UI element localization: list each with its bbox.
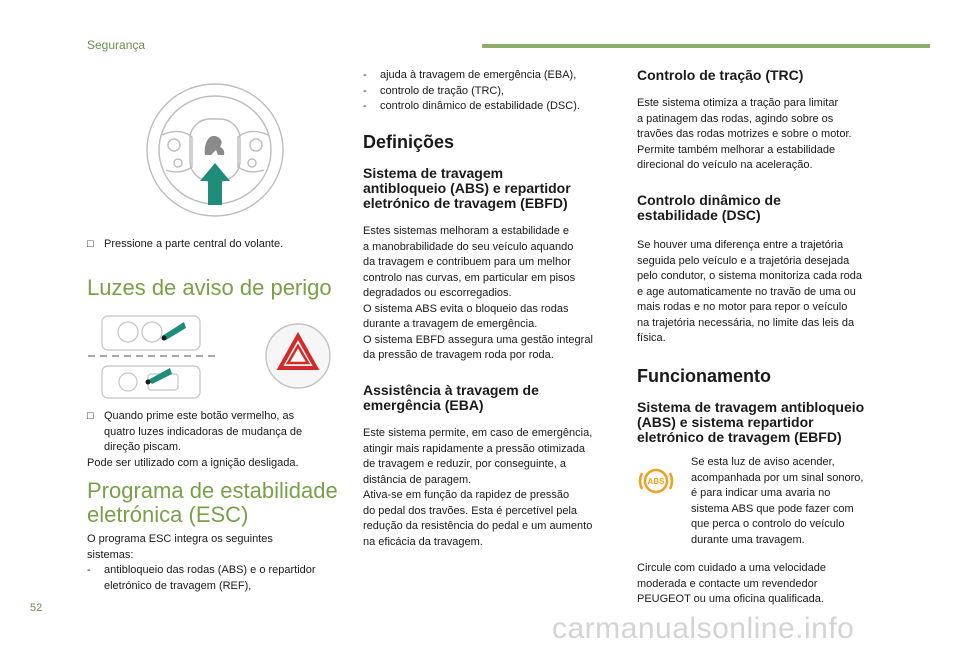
esc-list-item: antibloqueio das rodas (ABS) e o repartidor — [104, 564, 316, 576]
esc-list-item: controlo de tração (TRC), — [380, 84, 505, 97]
trc-heading: Controlo de tração (TRC) — [637, 67, 804, 83]
trc-paragraph: Este sistema otimiza a tração para limitar a patinagem das rodas, agindo sobre os travões das rodas motrizes e sobre o motor. Permite também melhorar a estabilidade direcional do veículo na aceleração. — [637, 97, 852, 171]
esc-heading — [87, 479, 338, 527]
esc-intro: O programa ESC integra os seguintes sistemas: - antibloqueio das rodas (ABS) e o repartidor eletrónico de travagem (REF), — [87, 532, 357, 594]
arrow-up-icon — [200, 163, 230, 205]
dsc-heading: Controlo dinâmico de estabilidade (DSC) — [637, 192, 781, 223]
dsc-paragraph: Se houver uma diferença entre a trajetória seguida pelo veículo e a trajetória desejada pelo condutor, o sistema monitoriza cada roda e age automaticamente no travão de uma ou mais rodas e no motor para repor o veículo na trajetória necessária, no limite das leis da física. — [637, 239, 863, 344]
steering-caption-text: Pressione a parte central do volante. — [104, 238, 284, 250]
steering-wheel-illustration — [140, 75, 290, 220]
header-rule — [482, 44, 930, 48]
esc-list-item: eletrónico de travagem (REF), — [104, 579, 252, 592]
pointer-arrow-icon — [146, 322, 187, 385]
watermark-text: carmanualsonline.info — [552, 612, 855, 645]
eba-paragraph: Este sistema permite, em caso de emergência, atingir mais rapidamente a pressão otimizada de travagem e reduzir, por conseguinte, a distância de paragem. Ativa-se em função da rapidez de pressão do pedal dos travões. Esta é percetível pela redução da resistência do pedal e um aumento na eficácia da travagem. — [363, 427, 593, 548]
hazard-note: Pode ser utilizado com a ignição desligada. — [87, 456, 299, 469]
esc-heading-line: eletrónica (ESC) — [87, 502, 249, 527]
abs-icon-label: ABS — [647, 477, 665, 486]
esc-intro-line: sistemas: — [87, 548, 134, 561]
hazard-line: Quando prime este botão vermelho, as — [104, 410, 295, 422]
func-abs-heading: Sistema de travagem antibloqueio (ABS) e sistema repartidor eletrónico de travagem (EBFD) — [637, 399, 865, 445]
hazard-paragraph — [87, 409, 347, 471]
abs-heading: Sistema de travagem antibloqueio (ABS) e repartidor eletrónico de travagem (EBFD) — [363, 165, 571, 211]
esc-list-item: controlo dinâmico de estabilidade (DSC). — [380, 100, 580, 112]
hazard-button-illustration — [264, 322, 332, 390]
esc-intro-line: O programa ESC integra os seguintes — [87, 533, 273, 545]
bullet-icon: □ — [87, 238, 94, 250]
esc-heading-line: Programa de estabilidade — [87, 478, 338, 503]
hazard-line: direção piscam. — [104, 441, 182, 453]
section-label: Segurança — [87, 38, 146, 52]
abs-warning-icon — [638, 463, 674, 499]
abs-warning-paragraph: Se esta luz de aviso acender, acompanhada por um sinal sonoro, é para indicar uma avaria no sistema ABS que pode fazer com que perca o controlo do veículo durante uma travagem. — [691, 456, 864, 546]
peugeot-lion-icon — [205, 136, 225, 155]
esc-list-continued: - ajuda à travagem de emergência (EBA), - controlo de tração (TRC), - controlo dinâmico de estabilidade (DSC). — [363, 69, 580, 112]
hazard-line: quatro luzes indicadoras de mudança de — [104, 425, 303, 438]
esc-list-item: ajuda à travagem de emergência (EBA), — [380, 69, 577, 81]
steering-caption — [87, 237, 364, 253]
hazard-heading: Luzes de aviso de perigo — [87, 275, 332, 300]
dashboard-illustration — [88, 310, 216, 402]
definitions-heading: Definições — [363, 132, 455, 152]
final-paragraph: Circule com cuidado a uma velocidade moderada e contacte um revendedor PEUGEOT ou uma oficina qualificada. — [637, 562, 826, 605]
eba-heading: Assistência à travagem de emergência (EBA) — [363, 382, 539, 413]
funcionamento-heading: Funcionamento — [637, 366, 771, 386]
abs-paragraph: Estes sistemas melhoram a estabilidade e a manobrabilidade do seu veículo aquando da travagem e contribuem para um melhor controlo nas curvas, em particular em pisos degradados ou escorregadios. O sistema ABS evita o bloqueio das rodas durante a travagem de emergência. O sistema EBFD assegura uma gestão integral da pressão de travagem roda por roda. — [363, 225, 593, 361]
page-number: 52 — [30, 602, 43, 614]
bullet-icon: □ — [87, 410, 94, 422]
